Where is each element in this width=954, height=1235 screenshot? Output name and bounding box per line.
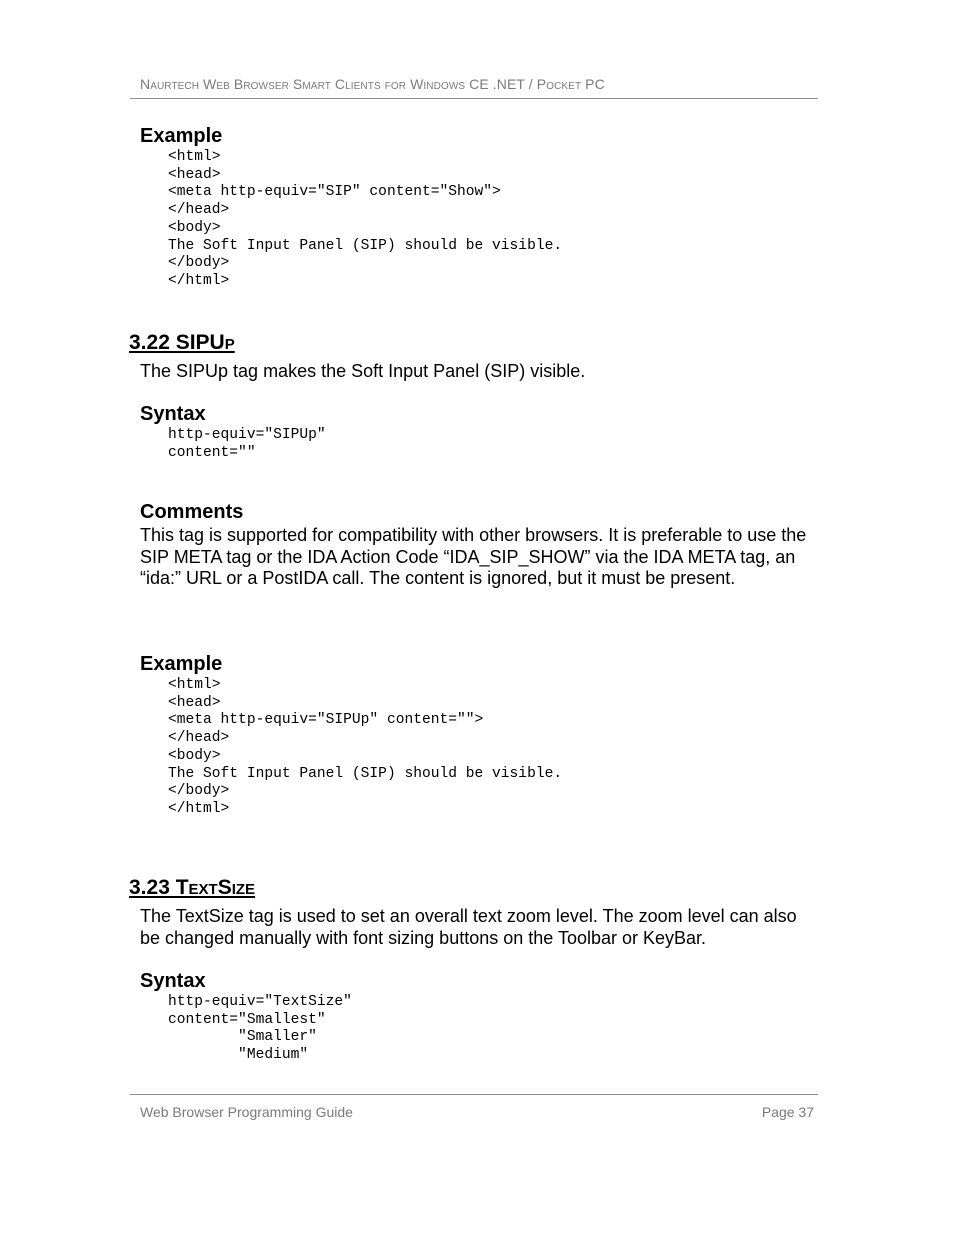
code-line: </html> [168,800,230,817]
section-description: The SIPUp tag makes the Soft Input Panel (SIP) visible. [140,361,586,381]
syntax-heading: Syntax [140,403,206,425]
code-line: </head> [168,730,230,747]
code-line: The Soft Input Panel (SIP) should be visible. [168,237,563,254]
code-line: "Medium" [168,1047,309,1064]
code-line: <body> [168,747,221,764]
code-line: </head> [168,202,230,219]
syntax-code-block [168,427,326,462]
section-title-textsize: 3.23 TextSize [129,876,256,899]
syntax-code-block [168,994,352,1065]
comments-text: This tag is supported for compatibility with other browsers. It is preferable to use the SIP META tag or the IDA Action Code “IDA_SIP_SHOW” via the IDA META tag, an “ida:” URL or a PostIDA call. The content is ignored, but it must be present. [140,525,807,588]
example-code-block [168,677,562,819]
section-title-sipup: 3.22 SIPUp [129,331,235,354]
example-code-block [168,149,562,291]
syntax-heading: Syntax [140,970,206,992]
page-number: Page 37 [761,1104,814,1120]
code-line: <html> [168,677,221,693]
code-line: </body> [168,255,230,272]
code-line: "Smaller" [168,1029,317,1046]
section-description: The TextSize tag is used to set an overall text zoom level. The zoom level can also be changed manually with font sizing buttons on the Toolbar or KeyBar. [140,906,797,948]
footer-guide-title: Web Browser Programming Guide [140,1104,353,1120]
code-line: </html> [168,272,230,289]
header-rule [130,98,818,99]
comments-heading: Comments [140,501,244,523]
code-line: <head> [168,166,221,183]
code-line: content="Smallest" [168,1011,326,1028]
code-line: http-equiv="TextSize" [168,994,352,1010]
code-line: content="" [168,444,256,461]
code-line: http-equiv="SIPUp" [168,427,326,443]
example-heading: Example [140,125,223,147]
code-line: </body> [168,783,230,800]
footer-rule [130,1094,818,1095]
code-line: <body> [168,219,221,236]
example-heading: Example [140,653,223,675]
code-line: <head> [168,694,221,711]
code-line: The Soft Input Panel (SIP) should be visible. [168,765,563,782]
code-line: <html> [168,149,221,165]
code-line: <meta http-equiv="SIPUp" content=""> [168,712,484,729]
running-header: Naurtech Web Browser Smart Clients for Windows CE .NET / Pocket PC [140,76,605,92]
code-line: <meta http-equiv="SIP" content="Show"> [168,184,501,201]
